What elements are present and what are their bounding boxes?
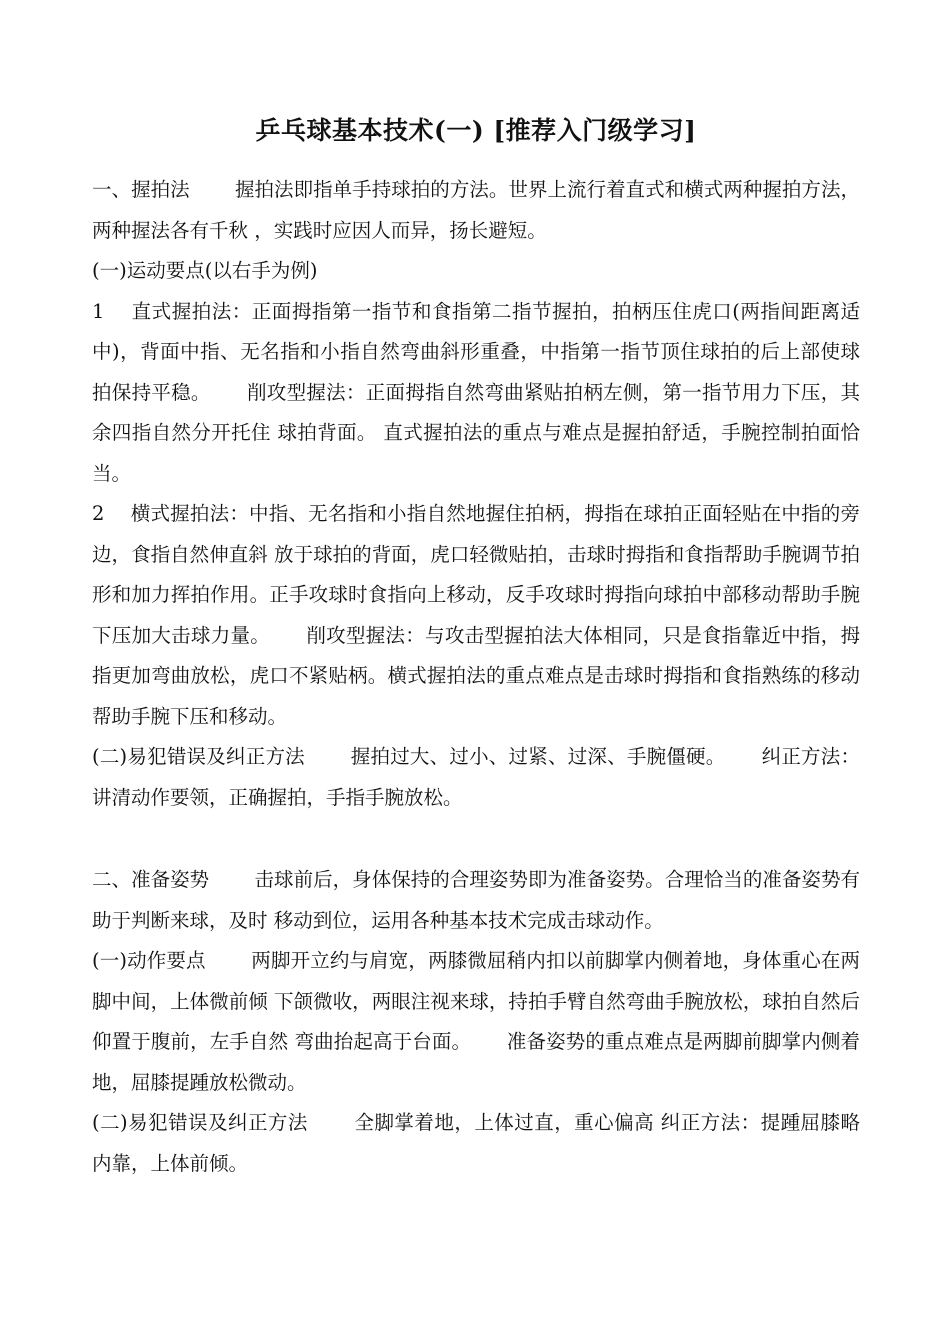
paragraph-ready-stance-common-errors: (二)易犯错误及纠正方法 全脚掌着地，上体过直，重心偏高 纠正方法：提踵屈膝略内靠，上体前倾。 bbox=[92, 1111, 860, 1175]
paragraph-grip-intro: 一、握拍法 握拍法即指单手持球拍的方法。世界上流行着直式和横式两种握拍方法，两种握法各有千秋 ，实践时应因人而异，扬长避短。 bbox=[92, 178, 860, 242]
paragraph-grip-key-points-heading: (一)运动要点(以右手为例) bbox=[92, 259, 318, 282]
paragraph-shakehand-grip: 2 横式握拍法：中指、无名指和小指自然地握住拍柄，拇指在球拍正面轻贴在中指的旁边，食指自然伸直斜 放于球拍的背面，虎口轻微贴拍，击球时拇指和食指帮助手腕调节拍形和加力挥拍作用。正手攻球时食指向上移动，反手攻球时拇指向球拍中部移动帮助手腕下压加大击球力量。 削攻型握法：与攻击型握拍法大体相同，只是食指靠近中指，拇指更加弯曲放松，虎口不紧贴柄。横式握拍法的重点难点是击球时拇指和食指熟练的移动帮助手腕下压和移动。 bbox=[92, 502, 860, 728]
paragraph-grip-common-errors: (二)易犯错误及纠正方法 握拍过大、过小、过紧、过深、手腕僵硬。 纠正方法：讲清动作要领，正确握拍，手指手腕放松。 bbox=[92, 745, 860, 809]
document-page bbox=[92, 112, 860, 1184]
section-spacer bbox=[92, 818, 860, 860]
paragraph-penhold-grip: 1 直式握拍法：正面拇指第一指节和食指第二指节握拍，拍柄压住虎口(两指间距离适中)，背面中指、无名指和小指自然弯曲斜形重叠，中指第一指节顶住球拍的后上部使球拍保持平稳。 削攻型握法：正面拇指自然弯曲紧贴拍柄左侧，第一指节用力下压，其余四指自然分开托住 球拍背面。 直式握拍法的重点与难点是握拍舒适，手腕控制拍面恰当。 bbox=[92, 299, 860, 485]
paragraph-ready-stance-intro: 二、准备姿势 击球前后，身体保持的合理姿势即为准备姿势。合理恰当的准备姿势有助于判断来球，及时 移动到位，运用各种基本技术完成击球动作。 bbox=[92, 868, 860, 932]
paragraph-ready-stance-key-points: (一)动作要点 两脚开立约与肩宽，两膝微屈稍内扣以前脚掌内侧着地，身体重心在两脚中间，上体微前倾 下颌微收，两眼注视来球，持拍手臂自然弯曲手腕放松，球拍自然后仰置于腹前，左手自然 弯曲抬起高于台面。 准备姿势的重点难点是两脚前脚掌内侧着地，屈膝提踵放松微动。 bbox=[92, 949, 860, 1094]
document-title: 乒乓球基本技术(一) [推荐入门级学习] bbox=[255, 116, 697, 145]
